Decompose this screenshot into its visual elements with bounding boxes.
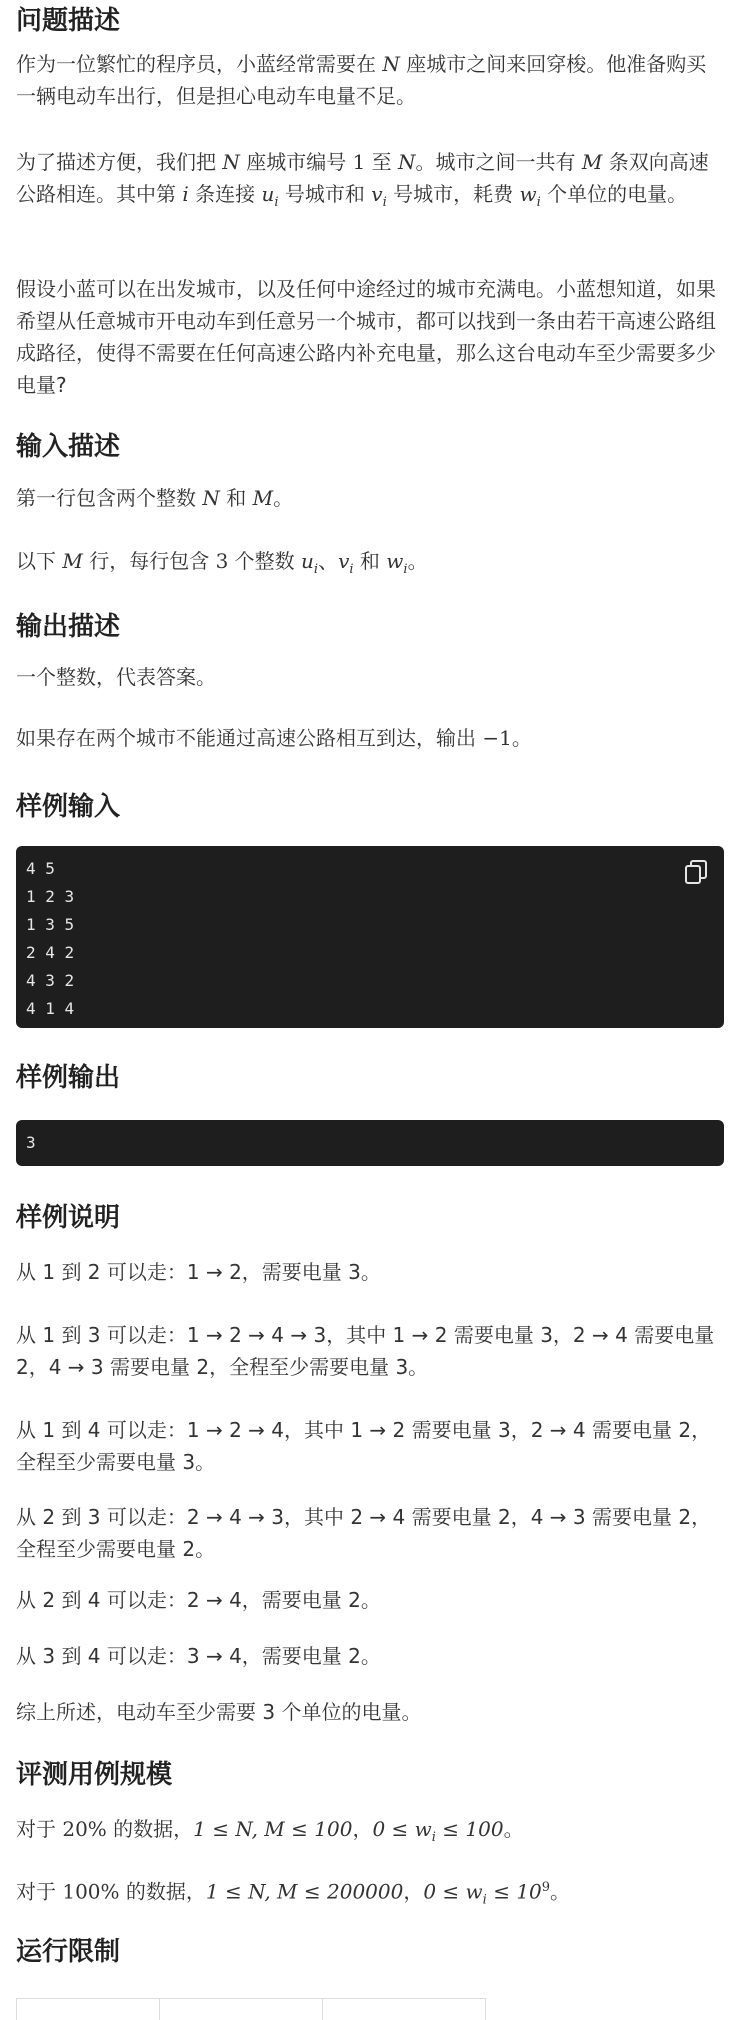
- copy-icon[interactable]: [684, 860, 708, 886]
- section-title-sample-output: 样例输出: [16, 1063, 121, 1093]
- section-title-output: 输出描述: [16, 612, 121, 642]
- sample-input-line: 2 4 2: [26, 943, 75, 962]
- section-title-sample-input: 样例输入: [16, 792, 121, 822]
- sample-output-line: 3: [26, 1133, 36, 1152]
- table-header-cell: [17, 1999, 160, 2020]
- explanation-item: 从 1 到 2 可以走：1 → 2，需要电量 3。: [16, 1260, 381, 1284]
- input-paragraph-2: 以下 M 行，每行包含 3 个整数 $u_i$、$v_i$ 和 $w_i$。: [16, 549, 428, 577]
- explanation-item: 从 1 到 3 可以走：1 → 2 → 4 → 3，其中 1 → 2 需要电量 3，2 → 4 需要电量 2，4 → 3 需要电量 2，全程至少需要电量 3。: [16, 1323, 715, 1379]
- output-paragraph-1: 一个整数，代表答案。: [16, 665, 216, 689]
- section-title-scale: 评测用例规模: [16, 1760, 173, 1790]
- sample-input-line: 4 3 2: [26, 971, 75, 990]
- sample-input-line: 4 1 4: [26, 999, 75, 1018]
- section-title-limits: 运行限制: [16, 1937, 121, 1967]
- input-paragraph-1: 第一行包含两个整数 N 和 M。: [16, 486, 294, 510]
- sample-input-code-block[interactable]: [16, 846, 724, 1028]
- explanation-item: 从 1 到 4 可以走：1 → 2 → 4，其中 1 → 2 需要电量 3，2 → 4 需要电量 2，全程至少需要电量 3。: [16, 1418, 712, 1474]
- limits-table-wrapper: [16, 1998, 724, 2020]
- problem-paragraph-3: 假设小蓝可以在出发城市，以及任何中途经过的城市充满电。小蓝想知道，如果希望从任意城市开电动车到任意另一个城市，都可以找到一条由若干高速公路组成路径，使得不需要在任何高速公路内补充电量，那么这台电动车至少需要多少电量?: [16, 277, 716, 397]
- section-title-input: 输入描述: [16, 432, 121, 462]
- limits-table: [16, 1998, 486, 2020]
- explanation-item: 从 2 到 4 可以走：2 → 4，需要电量 2。: [16, 1588, 381, 1612]
- scale-paragraph-2: 对于 100% 的数据，1 ≤ N, M ≤ 200000，$0 \le w_i \le 10^9$。: [16, 1879, 571, 1908]
- table-row: [17, 1999, 486, 2020]
- problem-paragraph-1: 作为一位繁忙的程序员，小蓝经常需要在 N 座城市之间来回穿梭。他准备购买一辆电动车出行，但是担心电动车电量不足。: [16, 52, 707, 108]
- sample-input-line: 4 5: [26, 859, 55, 878]
- problem-paragraph-2: 为了描述方便，我们把 N 座城市编号 1 至 N。城市之间一共有 M 条双向高速公路相连。其中第 i 条连接 $u_i$ 号城市和 $v_i$ 号城市，耗费 $w_i$ 个单位的电量。: [16, 150, 709, 210]
- section-title-explanation: 样例说明: [16, 1203, 121, 1233]
- table-header-cell: [160, 1999, 323, 2020]
- scale-paragraph-1: 对于 20% 的数据，1 ≤ N, M ≤ 100，$0 \le w_i \le 100$。: [16, 1817, 524, 1845]
- output-paragraph-2: 如果存在两个城市不能通过高速公路相互到达，输出 −1。: [16, 726, 532, 750]
- sample-input-line: 1 2 3: [26, 887, 75, 906]
- explanation-item: 从 3 到 4 可以走：3 → 4，需要电量 2。: [16, 1644, 381, 1668]
- explanation-item: 从 2 到 3 可以走：2 → 4 → 3，其中 2 → 4 需要电量 2，4 → 3 需要电量 2，全程至少需要电量 2。: [16, 1505, 712, 1561]
- table-header-cell: [323, 1999, 486, 2020]
- sample-input-line: 1 3 5: [26, 915, 75, 934]
- section-title-problem: 问题描述: [16, 6, 121, 36]
- explanation-item: 综上所述，电动车至少需要 3 个单位的电量。: [16, 1700, 422, 1724]
- sample-output-code-block[interactable]: [16, 1120, 724, 1166]
